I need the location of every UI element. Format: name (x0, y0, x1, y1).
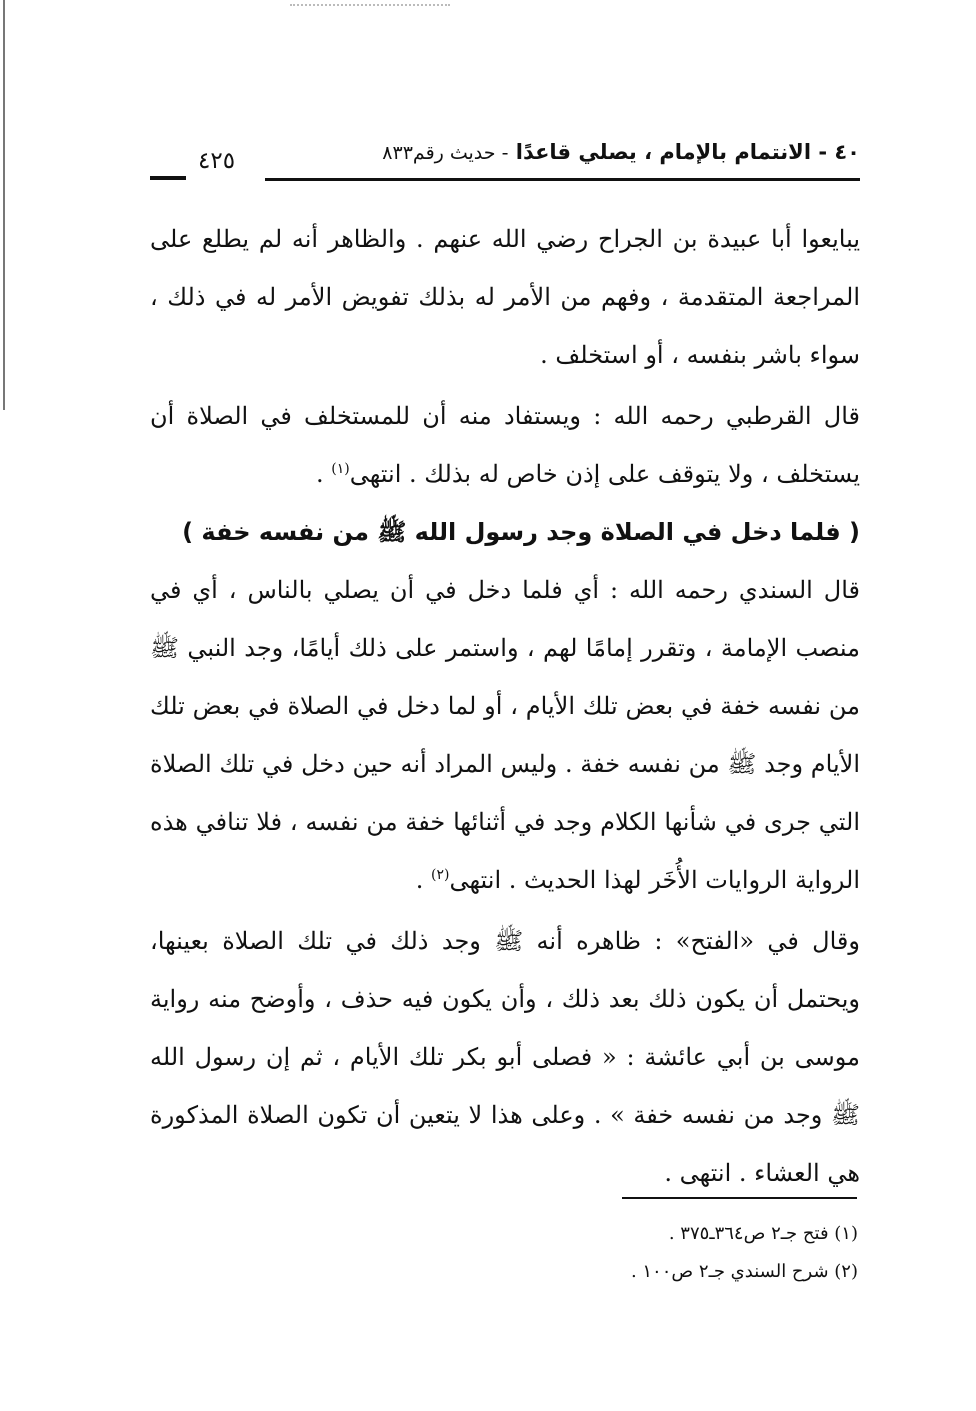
hadith-number: - حديث رقم٨٣٣ (382, 142, 509, 164)
scan-top-marks (290, 4, 450, 8)
chapter-title: ٤٠ - الانتمام بالإمام ، يصلي قاعدًا (515, 140, 860, 164)
paragraph-fath: وقال في «الفتح» : ظاهره أنه ﷺ وجد ذلك في تلك الصلاة بعينها، ويحتمل أن يكون ذلك بعد ذلك ، وأن يكون فيه حذف ، وأوضح منه رواية موسى بن أبي عائشة : « فصلى أبو بكر تلك الأيام ، ثم إن رسول الله ﷺ وجد من نفسه خفة » . وعلى هذا لا يتعين أن تكون الصلاة المذكورة هي العشاء . انتهى . (150, 927, 860, 1187)
page-number: ٤٢٥ (198, 148, 236, 174)
qurtubi-end: . (316, 460, 332, 488)
footnote-rule (622, 1197, 857, 1199)
footnote-1: (١) فتح جـ٢ ص٣٦٤ـ٣٧٥ . (668, 1223, 858, 1244)
running-title (382, 140, 860, 164)
scan-edge (3, 0, 5, 410)
page-number-dash (150, 176, 186, 180)
paragraph-intro: يبايعوا أبا عبيدة بن الجراح رضي الله عنهم . والظاهر أنه لم يطلع على المراجعة المتقدمة ، وفهم من الأمر له بذلك تفويض الأمر له في ذلك ، سواء باشر بنفسه ، أو استخلف . (150, 225, 860, 369)
footnotes (458, 1215, 858, 1291)
footnote-ref-2[interactable]: (٢) (430, 867, 450, 883)
footnote-2: (٢) شرح السندي جـ٢ ص١٠٠ . (630, 1261, 858, 1282)
qurtubi-text: قال القرطبي رحمه الله : ويستفاد منه أن للمستخلف في الصلاة أن يستخلف ، ولا يتوقف على إذن خاص له بذلك . انتهى (150, 402, 860, 488)
paragraph-sindi (150, 561, 860, 909)
sindi-end: . (415, 866, 431, 894)
main-text (150, 210, 860, 1202)
sindi-text: قال السندي رحمه الله : أي فلما دخل في أن يصلي بالناس ، أي في منصب الإمامة ، وتقرر إمامًا لهم ، واستمر على ذلك أيامًا، وجد النبي ﷺ من نفسه خفة في بعض تلك الأيام ، أو لما دخل في الصلاة في بعض تلك الأيام وجد ﷺ من نفسه خفة . وليس المراد أنه حين دخل في تلك الصلاة التي جرى في شأنها الكلام وجد في أثنائها خفة من نفسه ، فلا تنافي هذه الرواية الروايات الأُخَر لهذا الحديث . انتهى (150, 576, 860, 894)
header-rule (265, 178, 860, 181)
page-header (150, 140, 860, 188)
footnote-ref-1[interactable]: (١) (331, 461, 350, 477)
paragraph-qurtubi (150, 387, 860, 503)
hadith-heading: ( فلما دخل في الصلاة وجد رسول الله ﷺ من نفسه خفة ) (182, 518, 860, 546)
